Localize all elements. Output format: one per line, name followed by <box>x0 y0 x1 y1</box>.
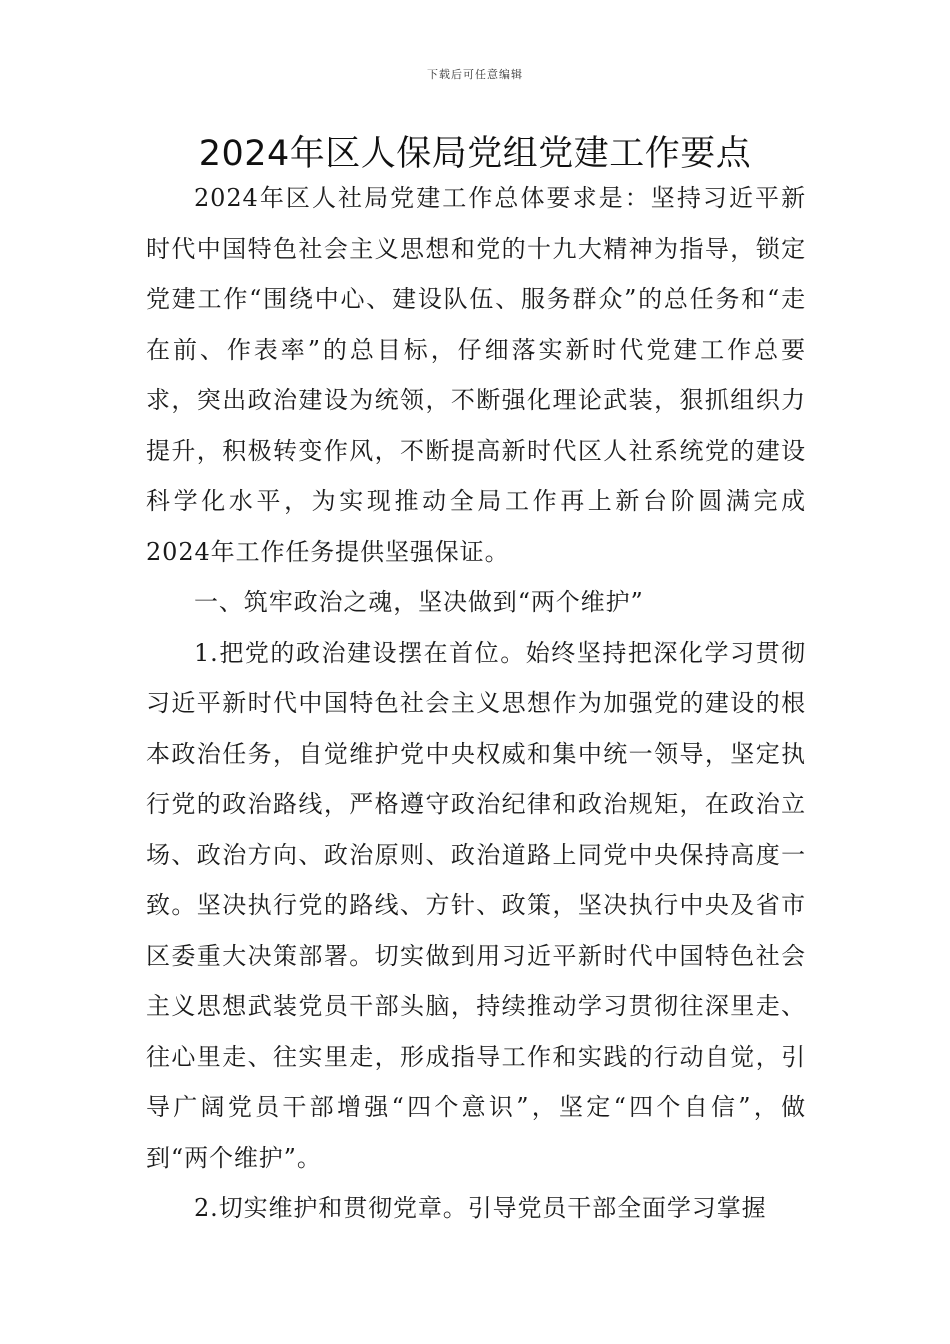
item-paragraph-1: 1.把党的政治建设摆在首位。始终坚持把深化学习贯彻习近平新时代中国特色社会主义思想作为加强党的建设的根本政治任务，自觉维护党中央权威和集中统一领导，坚定执行党的政治路线，严格遵守政治纪律和政治规矩，在政治立场、政治方向、政治原则、政治道路上同党中央保持高度一致。坚决执行党的路线、方针、政策，坚决执行中央及省市区委重大决策部署。切实做到用习近平新时代中国特色社会主义思想武装党员干部头脑，持续推动学习贯彻往深里走、往心里走、往实里走，形成指导工作和实践的行动自觉，引导广阔党员干部增强“四个意识”，坚定“四个自信”，做到“两个维护”。 <box>146 638 806 1172</box>
header-note: 下载后可任意编辑 <box>427 68 523 81</box>
intro-paragraph: 2024年区人社局党建工作总体要求是：坚持习近平新时代中国特色社会主义思想和党的十九大精神为指导，锁定党建工作“围绕中心、建设队伍、服务群众”的总任务和“走在前、作表率”的总目标，仔细落实新时代党建工作总要求，突出政治建设为统领，不断强化理论武装，狠抓组织力提升，积极转变作风，不断提高新时代区人社系统党的建设科学化水平，为实现推动全局工作再上新台阶圆满完成2024年工作任务提供坚强保证。 <box>146 184 806 566</box>
section-heading-1: 一、筑牢政治之魂，坚决做到“两个维护” <box>194 588 644 616</box>
item-paragraph-2: 2.切实维护和贯彻党章。引导党员干部全面学习掌握 <box>194 1194 767 1222</box>
document-body <box>146 173 806 1234</box>
document-title: 2024年区人保局党组党建工作要点 <box>198 134 752 174</box>
